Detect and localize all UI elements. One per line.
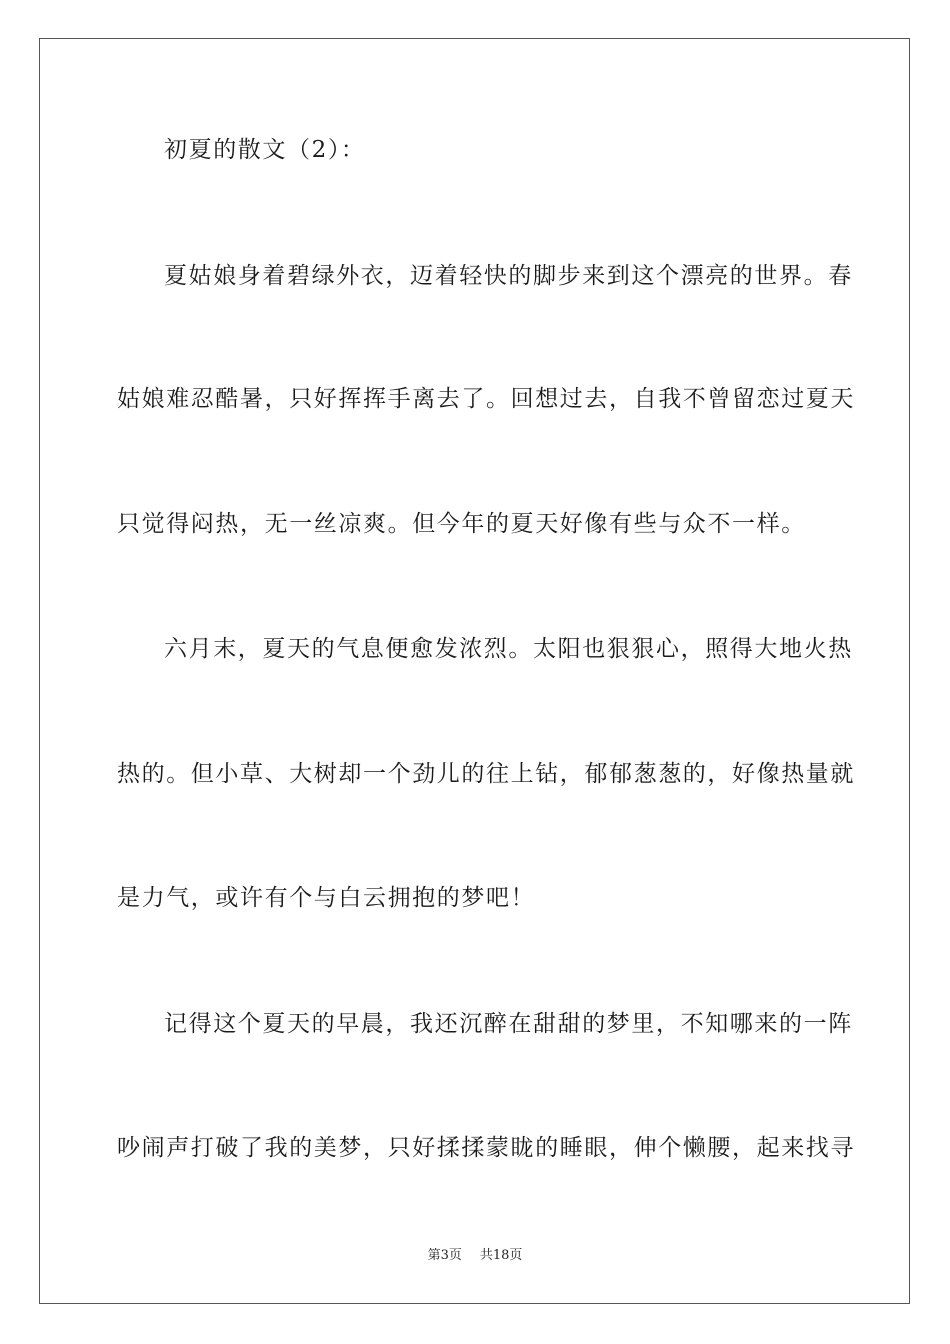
section-heading: 初夏的散文（2）：: [164, 137, 366, 163]
paragraph-line: 姑娘难忍酷暑，只好挥挥手离去了。回想过去，自我不曾留恋过夏天: [117, 386, 855, 412]
paragraph-line: 是力气，或许有个与白云拥抱的梦吧！: [117, 885, 536, 911]
page-footer: [0, 1247, 950, 1265]
paragraph-line: 六月末，夏天的气息便愈发浓烈。太阳也狠狠心，照得大地火热: [164, 636, 853, 662]
paragraph-line: 记得这个夏天的早晨，我还沉醉在甜甜的梦里，不知哪来的一阵: [164, 1011, 853, 1037]
page-border: [39, 38, 910, 1304]
page-number: 第3页: [427, 1248, 462, 1263]
paragraph-line: 夏姑娘身着碧绿外衣，迈着轻快的脚步来到这个漂亮的世界。春: [164, 263, 853, 289]
paragraph-line: 热的。但小草、大树却一个劲儿的往上钻，郁郁葱葱的，好像热量就: [117, 761, 855, 787]
total-pages: 共18页: [479, 1248, 523, 1263]
paragraph-line: 吵闹声打破了我的美梦，只好揉揉蒙眬的睡眼，伸个懒腰，起来找寻: [117, 1135, 855, 1161]
paragraph-line: 只觉得闷热，无一丝凉爽。但今年的夏天好像有些与众不一样。: [117, 511, 806, 537]
